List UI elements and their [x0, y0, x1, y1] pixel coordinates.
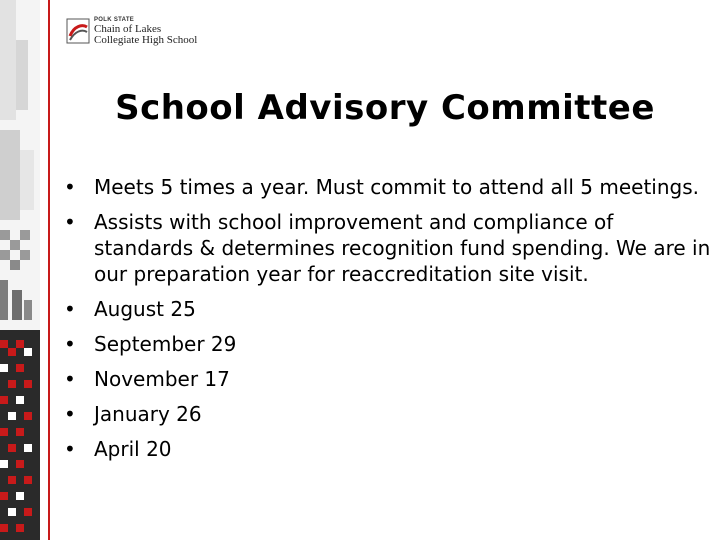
bullet-text: Assists with school improvement and compliance of standards & determines recognition fund spending. We are in our preparation year for reaccreditation site visit.	[94, 210, 711, 286]
bullet-text: September 29	[94, 332, 237, 356]
logo-small-line: POLK STATE	[94, 16, 135, 23]
bullet-text: August 25	[94, 297, 196, 321]
bullet-list	[62, 174, 712, 471]
list-item	[62, 296, 712, 322]
bullet-text: November 17	[94, 367, 230, 391]
list-item	[62, 401, 712, 427]
bullet-icon: •	[64, 332, 76, 356]
list-item	[62, 174, 712, 200]
bullet-icon: •	[64, 210, 76, 234]
logo-line-1: Chain of Lakes	[94, 22, 162, 35]
bullet-icon: •	[64, 367, 76, 391]
list-item	[62, 209, 712, 287]
bullet-icon: •	[64, 437, 76, 461]
decorative-pattern-strip	[0, 0, 40, 540]
bullet-text: Meets 5 times a year. Must commit to attend all 5 meetings.	[94, 175, 699, 199]
list-item	[62, 331, 712, 357]
bullet-icon: •	[64, 402, 76, 426]
slide-title: School Advisory Committee	[115, 88, 655, 128]
bullet-icon: •	[64, 297, 76, 321]
bullet-text: April 20	[94, 437, 172, 461]
school-emblem-icon	[66, 18, 90, 44]
red-vertical-rule	[48, 0, 50, 540]
list-item	[62, 366, 712, 392]
bullet-icon: •	[64, 175, 76, 199]
list-item	[62, 436, 712, 462]
school-logo	[66, 16, 197, 46]
logo-line-2: Collegiate High School	[94, 33, 198, 46]
bullet-text: January 26	[94, 402, 202, 426]
logo-text	[94, 17, 197, 46]
